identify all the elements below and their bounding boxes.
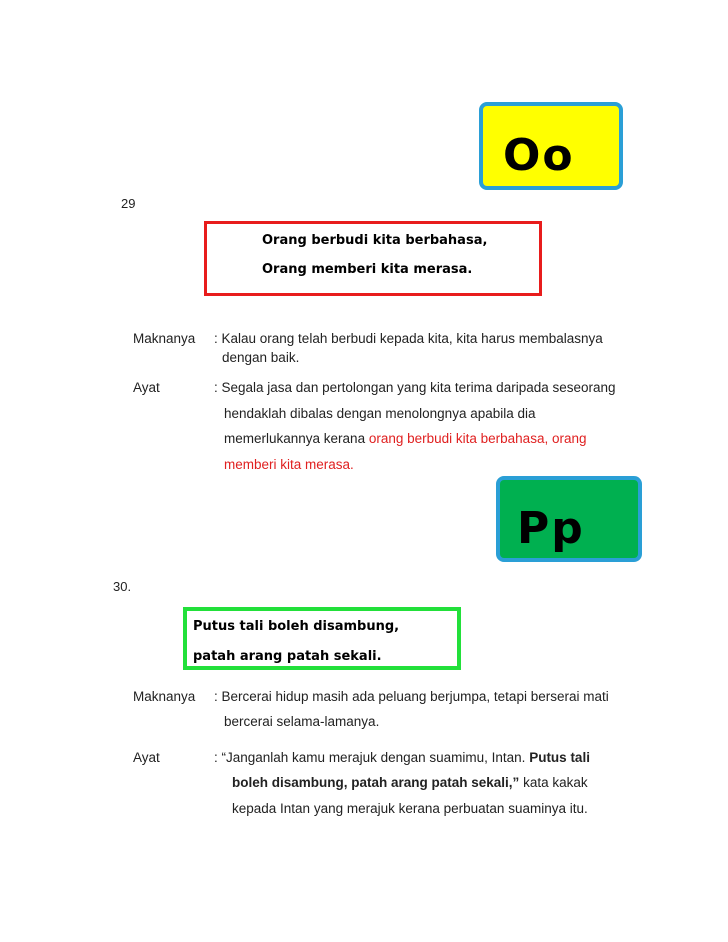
entry-number: 29 <box>121 196 136 211</box>
example-text <box>224 431 586 446</box>
example-text: hendaklah dibalas dengan menolongnya apabila dia <box>224 406 536 421</box>
proverb-line: patah arang patah sekali. <box>193 649 382 664</box>
proverb-line: Orang memberi kita merasa. <box>262 262 473 277</box>
highlighted-proverb: memberi kita merasa. <box>224 457 354 472</box>
bold-proverb: Putus tali <box>529 750 590 765</box>
example-label: Ayat <box>133 750 160 765</box>
meaning-label: Maknanya <box>133 689 196 704</box>
meaning-text: bercerai selama-lamanya. <box>224 714 380 729</box>
example-text: kepada Intan yang merajuk kerana perbuatan suaminya itu. <box>232 801 588 816</box>
example-text-plain: : “Janganlah kamu merajuk dengan suamimu, Intan. <box>214 750 530 765</box>
meaning-text: : Kalau orang telah berbudi kepada kita, kita harus membalasnya <box>214 331 603 346</box>
example-text: : Segala jasa dan pertolongan yang kita terima daripada seseorang <box>214 380 616 395</box>
letter-heading: Oo <box>503 130 575 181</box>
proverb-line: Putus tali boleh disambung, <box>193 619 400 634</box>
meaning-label: Maknanya <box>133 331 196 346</box>
example-text-plain: memerlukannya kerana <box>224 431 369 446</box>
letter-heading: Pp <box>517 503 585 554</box>
example-text <box>214 750 590 765</box>
proverb-line: Orang berbudi kita berbahasa, <box>262 233 488 248</box>
entry-number: 30. <box>113 579 132 594</box>
example-text <box>232 775 588 790</box>
bold-proverb: boleh disambung, patah arang patah sekali,” <box>232 775 520 790</box>
example-label: Ayat <box>133 380 160 395</box>
meaning-text: : Bercerai hidup masih ada peluang berjumpa, tetapi berserai mati <box>214 689 609 704</box>
example-text-plain: kata kakak <box>519 775 588 790</box>
letter-box-pp <box>496 476 642 562</box>
meaning-text: dengan baik. <box>222 350 300 365</box>
letter-box-oo <box>479 102 623 190</box>
highlighted-proverb: orang berbudi kita berbahasa, orang <box>368 431 587 446</box>
